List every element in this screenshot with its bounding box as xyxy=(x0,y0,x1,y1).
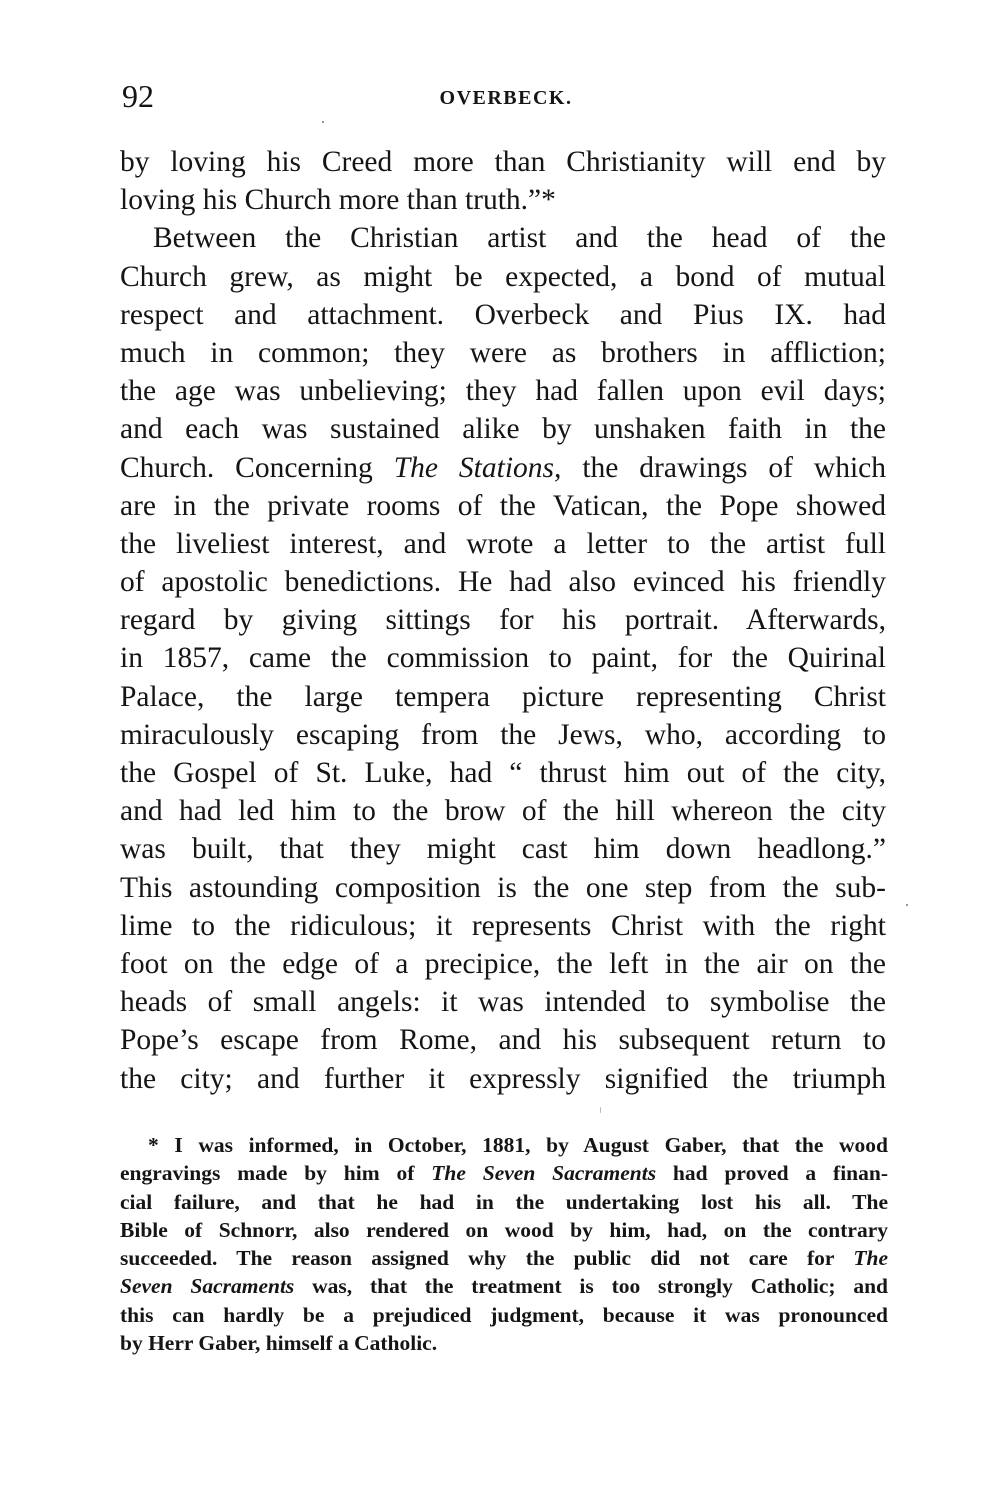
main-text xyxy=(120,143,886,1098)
italic-title: Seven Sacraments xyxy=(120,1274,295,1299)
text-line: the liveliest interest, and wrote a letter to the artist full xyxy=(120,527,886,560)
text-line: Church grew, as might be expected, a bond of mutual xyxy=(120,260,886,293)
text-line: regard by giving sittings for his portrait. Afterwards, xyxy=(120,604,886,637)
text-line: miraculously escaping from the Jews, who, according to xyxy=(120,718,886,751)
text-run: succeeded. The reason assigned why the public did not care for xyxy=(120,1246,854,1271)
scan-speck xyxy=(600,1107,601,1113)
text-run: the drawings of which xyxy=(561,451,886,484)
text-line: Between the Christian artist and the head of the xyxy=(153,222,886,255)
text-line: the Gospel of St. Luke, had “ thrust him out of the city, xyxy=(120,757,886,789)
italic-title: The xyxy=(853,1246,888,1271)
page-number: 92 xyxy=(122,78,154,114)
footnote xyxy=(120,1131,888,1357)
italic-title: The Seven Sacraments xyxy=(431,1161,657,1186)
text-line: much in common; they were as brothers in affliction; xyxy=(120,336,886,369)
text-line: lime to the ridiculous; it represents Christ with the right xyxy=(120,909,886,942)
text-line: and each was sustained alike by unshaken faith in the xyxy=(120,413,886,446)
text-run: was, that the treatment is too strongly Catholic; and xyxy=(294,1274,888,1299)
text-line: the city; and further it expressly signified the triumph xyxy=(120,1062,886,1095)
text-line: by loving his Creed more than Christianity will end by xyxy=(120,146,886,178)
text-line: and had led him to the brow of the hill whereon the city xyxy=(120,795,886,828)
text-line: was built, that they might cast him down headlong.” xyxy=(120,833,886,866)
footnote-line: Bible of Schnorr, also rendered on wood by him, had, on the contrary xyxy=(120,1217,888,1242)
footnote-line: * I was informed, in October, 1881, by August Gaber, that the wood xyxy=(148,1133,888,1157)
text-line: the age was unbelieving; they had fallen upon evil days; xyxy=(120,375,886,408)
text-run: engravings made by him of xyxy=(120,1161,432,1186)
italic-title: The Stations, xyxy=(393,451,562,484)
text-line: Palace, the large tempera picture representing Christ xyxy=(120,680,886,713)
scan-speck xyxy=(322,121,324,123)
footnote-line xyxy=(120,1159,888,1187)
text-line: respect and attachment. Overbeck and Pius IX. had xyxy=(120,298,886,331)
footnote-line: this can hardly be a prejudiced judgment, because it was pronounced xyxy=(120,1302,888,1327)
text-line: in 1857, came the commission to paint, for the Quirinal xyxy=(120,642,886,675)
footnote-line xyxy=(120,1272,888,1300)
running-title: OVERBECK. xyxy=(439,87,573,109)
text-run: had proved a finan- xyxy=(656,1161,888,1186)
scan-speck xyxy=(906,904,908,906)
text-line: heads of small angels: it was intended to symbolise the xyxy=(120,986,886,1019)
text-line: of apostolic benedictions. He had also evinced his friendly xyxy=(120,566,886,599)
text-line: loving his Church more than truth.”* xyxy=(120,184,556,217)
text-line: Pope’s escape from Rome, and his subsequent return to xyxy=(120,1024,886,1057)
text-line: foot on the edge of a precipice, the left in the air on the xyxy=(120,947,886,980)
footnote-line: by Herr Gaber, himself a Catholic. xyxy=(120,1331,438,1356)
text-run: Church. Concerning xyxy=(120,451,394,484)
footnote-line: cial failure, and that he had in the undertaking lost his all. The xyxy=(120,1189,888,1214)
text-line: are in the private rooms of the Vatican, the Pope showed xyxy=(120,489,886,522)
text-line: This astounding composition is the one step from the sub- xyxy=(120,871,886,904)
footnote-line xyxy=(120,1244,888,1272)
text-line xyxy=(120,449,886,487)
